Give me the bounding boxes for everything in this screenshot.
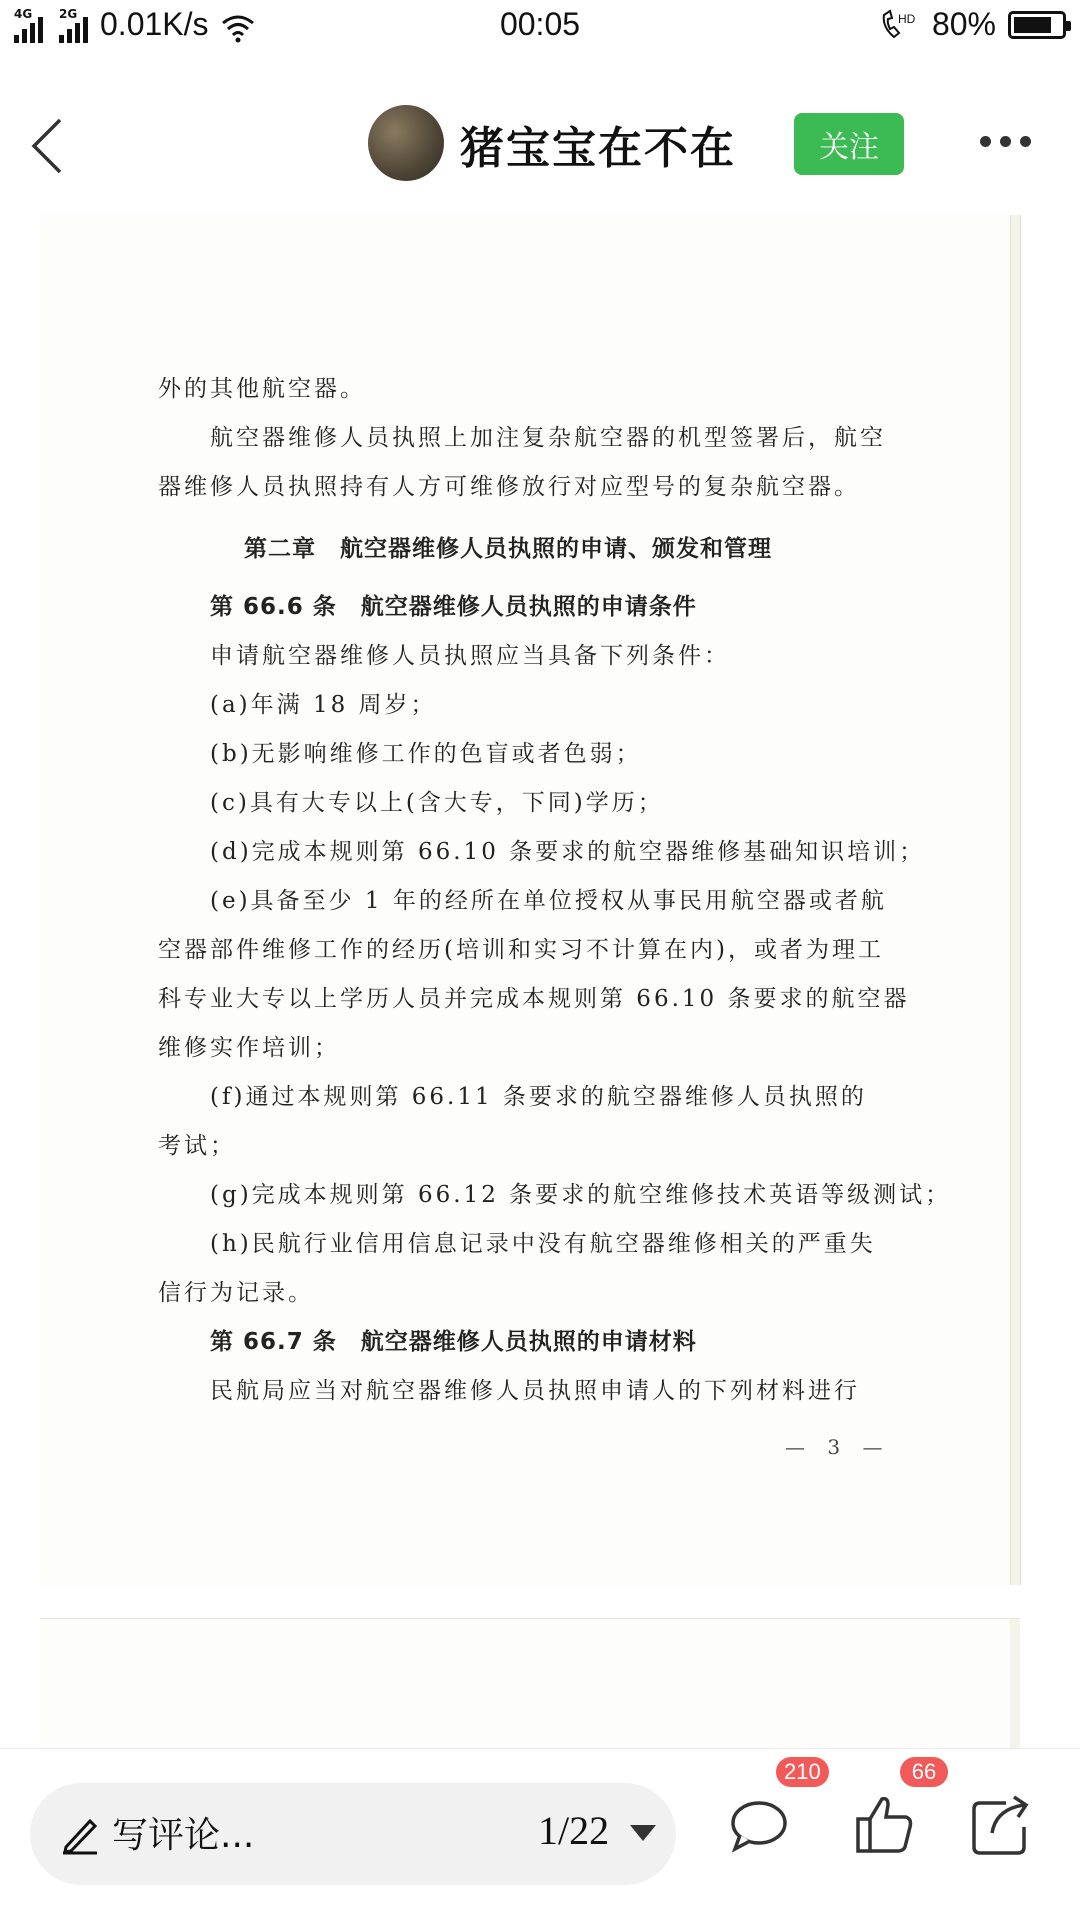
comments-button[interactable] <box>724 1789 794 1859</box>
article-header <box>0 80 1080 210</box>
network-speed: 0.01K/s <box>100 6 209 42</box>
hd-label: HD <box>897 11 916 26</box>
document-line: 航空器维修人员执照上加注复杂航空器的机型签署后，航空 <box>210 425 886 451</box>
chevron-down-icon[interactable] <box>630 1825 656 1841</box>
hd-call-icon <box>878 9 920 41</box>
document-line: 空器部件维修工作的经历(培训和实习不计算在内)，或者为理工 <box>158 937 884 963</box>
status-right <box>878 6 1066 43</box>
battery-percent: 80% <box>931 6 996 42</box>
document-line: 民航局应当对航空器维修人员执照申请人的下列材料进行 <box>210 1378 860 1404</box>
next-document-page <box>40 1618 1020 1748</box>
document-line: (b)无影响维修工作的色盲或者色弱； <box>210 741 642 767</box>
document-line: (h)民航行业信用信息记录中没有航空器维修相关的严重失 <box>210 1231 876 1257</box>
chapter-heading: 第二章 航空器维修人员执照的申请、颁发和管理 <box>244 536 772 562</box>
page-indicator[interactable]: 1/22 <box>538 1808 610 1853</box>
share-button[interactable] <box>966 1789 1036 1859</box>
document-line: (g)完成本规则第 66.12 条要求的航空维修技术英语等级测试； <box>210 1182 952 1208</box>
avatar[interactable] <box>368 105 444 181</box>
share-icon <box>966 1789 1036 1859</box>
document-line: 器维修人员执照持有人方可维修放行对应型号的复杂航空器。 <box>158 474 860 500</box>
status-bar <box>0 0 1080 52</box>
follow-button[interactable]: 关注 <box>794 113 904 175</box>
comment-icon <box>724 1789 794 1859</box>
network-type-1: 4G <box>14 7 33 21</box>
like-count-badge: 66 <box>900 1757 948 1787</box>
comment-placeholder: 写评论... <box>112 1815 255 1856</box>
pencil-icon <box>60 1813 100 1855</box>
comment-input[interactable] <box>30 1783 676 1885</box>
document-line: 科专业大专以上学历人员并完成本规则第 66.10 条要求的航空器 <box>158 986 910 1012</box>
article-heading: 第 66.6 条 航空器维修人员执照的申请条件 <box>210 594 697 620</box>
thumbs-up-icon <box>850 1789 920 1859</box>
more-options-icon[interactable] <box>980 136 1031 147</box>
document-line: (f)通过本规则第 66.11 条要求的航空器维修人员执照的 <box>210 1084 867 1110</box>
document-line: (d)完成本规则第 66.10 条要求的航空器维修基础知识培训； <box>210 839 926 865</box>
document-line: (e)具备至少 1 年的经所在单位授权从事民用航空器或者航 <box>210 888 887 914</box>
like-button[interactable] <box>850 1789 920 1859</box>
page-number: — 3 — <box>785 1435 891 1459</box>
page-edge <box>1010 215 1020 1585</box>
document-body <box>158 365 952 1416</box>
document-line: 信行为记录。 <box>158 1280 314 1306</box>
document-line: (a)年满 18 周岁； <box>210 692 437 718</box>
document-page <box>40 215 1020 1585</box>
network-type-2: 2G <box>59 7 78 21</box>
author-name[interactable]: 猪宝宝在不在 <box>460 123 736 174</box>
clock: 00:05 <box>499 6 581 42</box>
document-line: 维修实作培训； <box>158 1035 340 1061</box>
document-line: 外的其他航空器。 <box>158 376 366 402</box>
article-heading: 第 66.7 条 航空器维修人员执照的申请材料 <box>210 1329 697 1355</box>
document-line: 申请航空器维修人员执照应当具备下列条件： <box>210 643 730 669</box>
page-edge <box>1010 1619 1020 1748</box>
back-button[interactable] <box>20 110 80 180</box>
document-line: (c)具有大专以上(含大专，下同)学历； <box>210 790 664 816</box>
document-line: 考试； <box>158 1133 236 1159</box>
comment-count-badge: 210 <box>776 1757 829 1787</box>
bottom-bar <box>0 1748 1080 1920</box>
battery-icon <box>1008 11 1066 39</box>
